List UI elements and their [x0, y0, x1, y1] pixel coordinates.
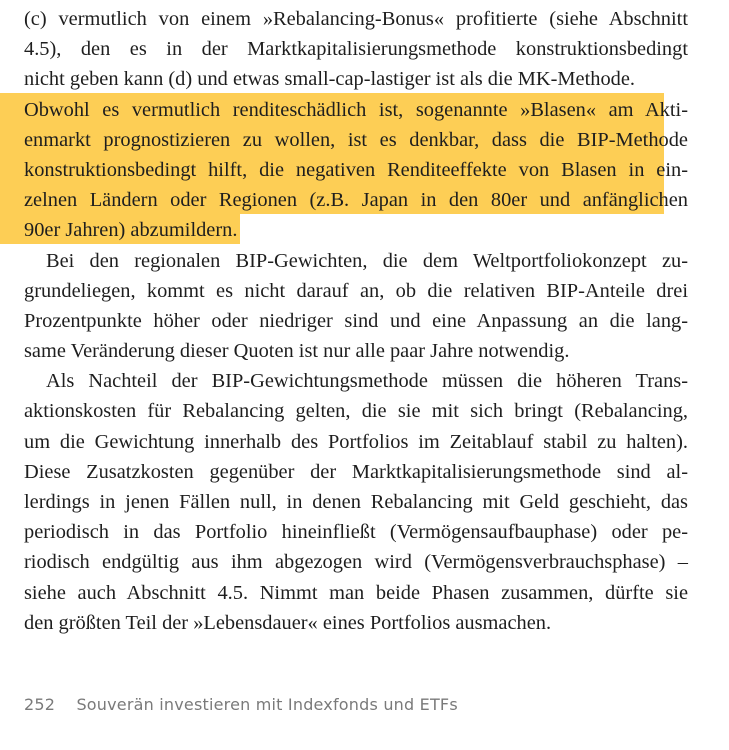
text-line: den größten Teil der »Lebensdauer« eines Portfolios ausmachen. [24, 611, 552, 634]
text-line: Diese Zusatzkosten gegenüber der Marktkapitalisierungsmethode sind al- [24, 460, 688, 483]
paragraph-intro [24, 4, 688, 95]
text-line: same Veränderung dieser Quoten ist nur alle paar Jahre notwendig. [24, 340, 570, 363]
highlighted-text-line: 90er Jahren) abzumildern. [24, 219, 238, 242]
highlighted-text-line: zelnen Ländern oder Regionen (z.B. Japan in den 80er und anfänglichen [24, 189, 688, 212]
text-line: periodisch in das Portfolio hineinfließt (Vermögensaufbauphase) oder pe- [24, 521, 688, 544]
text-line: grundeliegen, kommt es nicht darauf an, ob die relativen BIP-Anteile drei [24, 279, 688, 302]
text-line: aktionskosten für Rebalancing gelten, die sie mit sich bringt (Rebalancing, [24, 400, 688, 423]
text-line: nicht geben kann (d) und etwas small-cap-lastiger ist als die MK-Methode. [24, 68, 635, 91]
highlighted-text-line: konstruktionsbedingt hilft, die negativen Renditeeffekte von Blasen in ein- [24, 158, 688, 181]
book-title: Souverän investieren mit Indexfonds und ETFs [76, 695, 458, 714]
text-line: Bei den regionalen BIP-Gewichten, die dem Weltportfoliokonzept zu- [46, 249, 688, 272]
highlighted-text-line: Obwohl es vermutlich renditeschädlich ist, sogenannte »Blasen« am Akti- [24, 98, 688, 121]
paragraph-disadvantage [24, 366, 688, 638]
text-line: lerdings in jenen Fällen null, in denen Rebalancing mit Geld geschieht, das [24, 491, 688, 513]
paragraph-regional [24, 246, 688, 367]
body-text [24, 4, 688, 638]
highlighted-text-line: enmarkt prognostizieren zu wollen, ist es denkbar, dass die BIP-Methode [24, 128, 688, 151]
text-line: 4.5), den es in der Marktkapitalisierungsmethode konstruktionsbedingt [24, 38, 688, 61]
text-line: siehe auch Abschnitt 4.5. Nimmt man beide Phasen zusammen, dürfte sie [24, 581, 688, 604]
page-number: 252 [24, 695, 56, 714]
page-footer [24, 695, 458, 714]
text-line: Prozentpunkte höher oder niedriger sind und eine Anpassung an die lang- [24, 309, 688, 332]
text-line: (c) vermutlich von einem »Rebalancing-Bonus« profitierte (siehe Abschnitt [24, 8, 688, 30]
text-line: um die Gewichtung innerhalb des Portfolios im Zeitablauf stabil zu halten). [24, 430, 688, 453]
highlighted-paragraph[interactable] [24, 95, 688, 246]
text-line: Als Nachteil der BIP-Gewichtungsmethode müssen die höheren Trans- [46, 370, 688, 393]
text-line: riodisch endgültig aus ihm abgezogen wird (Vermögensverbrauchsphase) – [24, 551, 688, 574]
